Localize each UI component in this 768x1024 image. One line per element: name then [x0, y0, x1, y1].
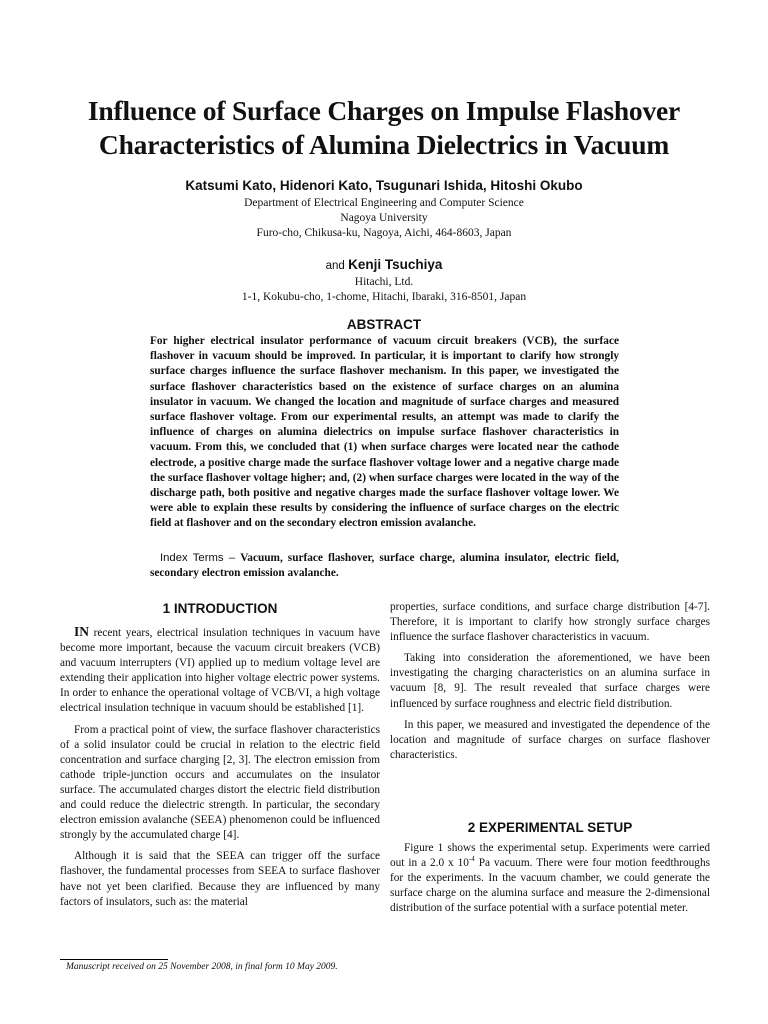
index-terms-label: Index Terms –: [160, 552, 236, 564]
setup-paragraph-1: [390, 841, 710, 916]
intro-paragraph-2: From a practical point of view, the surface flashover characteristics of a solid insulator could be crucial in relation to the electric field concentration and surface charging [2, 3]. The electron emission from cathode triple-junction occurs and accumulates on the insulator surface. The accumulated charges distort the electric field distribution and could reduce the dielectric strength. In particular, the secondary electron emission avalanche (SEEA) phenomenon could be influenced strongly by the accumulated charge [4].: [60, 723, 380, 842]
intro-paragraph-1-text: recent years, electrical insulation techniques in vacuum have become more important, because the vacuum circuit breakers (VCB) and vacuum interrupters (VI) applied up to medium voltage level are extending their application into higher voltage electric power systems. In order to enhance the operational voltage of VCB/VI, a high voltage electrical insulation technique in vacuum should be established [1].: [60, 627, 380, 715]
manuscript-footnote: Manuscript received on 25 November 2008, in final form 10 May 2009.: [66, 962, 338, 972]
affiliation-address: Furo-cho, Chikusa-ku, Nagoya, Aichi, 464-8603, Japan: [256, 227, 512, 239]
second-author: Kenji Tsuchiya: [348, 257, 443, 272]
and-word: and: [325, 260, 345, 272]
drop-cap: IN: [74, 624, 90, 639]
affiliation-company-address: 1-1, Kokubu-cho, 1-chome, Hitachi, Ibaraki, 316-8501, Japan: [241, 291, 527, 303]
index-terms-text: Vacuum, surface flashover, surface charge, alumina insulator, electric field, secondary electron emission avalanche.: [150, 552, 619, 580]
abstract-text: For higher electrical insulator performance of vacuum circuit breakers (VCB), the surface flashover in vacuum should be improved. In particular, it is important to clarify how strongly surface charges influence the surface flashover mechanism. In this paper, we investigated the surface flashover characteristics based on the existence of surface charges on an alumina insulator in vacuum. We changed the location and magnitude of surface charges and measured surface flashover voltage. From our experimental results, an attempt was made to clarify the influence of charges on alumina dielectrics on impulse surface flashover characteristics in vacuum. From this, we concluded that (1) when surface charges were located near the cathode electrode, a positive charge made the surface flashover voltage lower and a negative charge made the surface flashover voltage higher; and, (2) when surface charges were located in the way of the discharge path, both positive and negative charges made the surface flashover voltage lower. We were able to explain these results by considering the influence of surface charges on the electric field at flashover and on the secondary electron emission avalanche.: [150, 335, 619, 530]
affiliation-nagoya: [100, 196, 668, 241]
footnote-rule: [60, 959, 168, 960]
left-column: [60, 624, 380, 916]
intro-paragraph-1: [60, 624, 380, 717]
pressure-exponent: -4: [468, 855, 475, 864]
intro-paragraph-3-continued: properties, surface conditions, and surface charge distribution [4-7]. Therefore, it is important to clarify how strongly surface charges influence the surface flashover characteristics in vacuum.: [390, 601, 710, 644]
section-2-heading: 2 EXPERIMENTAL SETUP: [467, 820, 633, 835]
abstract-heading: ABSTRACT: [346, 317, 422, 332]
title-line-2: Characteristics of Alumina Dielectrics in Vacuum: [98, 129, 670, 160]
setup-text-b: Pa vacuum. There were four motion feedthroughs for the experiments. In the vacuum chamber, we could generate the surface charge on the alumina surface and measure the 2-dimensional distribution of the surface potential with a surface potential meter.: [390, 857, 710, 915]
right-column: [390, 600, 710, 769]
setup-text-a: Figure 1 shows the experimental setup. Experiments were carried out in a 2.0 x 10: [390, 842, 710, 870]
intro-paragraph-3: Although it is said that the SEEA can trigger off the surface flashover, the fundamental processes from SEEA to surface flashover have not yet been clarified. Because they are influenced by many factors of insulators, such as: the material: [60, 850, 380, 908]
index-terms: [150, 551, 619, 581]
paper-title: [60, 94, 708, 162]
setup-column: [390, 841, 710, 922]
intro-paragraph-4: Taking into consideration the aforementioned, we have been investigating the charging characteristics on an alumina surface in vacuum [8, 9]. The result revealed that surface charges were influenced by surface roughness and electric field distribution.: [390, 652, 710, 710]
section-1-heading: 1 INTRODUCTION: [162, 601, 278, 616]
affiliation-company: Hitachi, Ltd.: [354, 276, 414, 288]
affiliation-university: Nagoya University: [340, 212, 428, 224]
affiliation-dept: Department of Electrical Engineering and Computer Science: [244, 197, 524, 209]
intro-paragraph-5: In this paper, we measured and investigated the dependence of the location and magnitude of surface charges on surface flashover characteristics.: [390, 718, 710, 761]
affiliation-hitachi: [100, 275, 668, 305]
author-list: Katsumi Kato, Hidenori Kato, Tsugunari Ishida, Hitoshi Okubo: [185, 178, 583, 193]
second-author-line: [60, 257, 708, 273]
title-line-1: Influence of Surface Charges on Impulse Flashover: [87, 95, 681, 126]
